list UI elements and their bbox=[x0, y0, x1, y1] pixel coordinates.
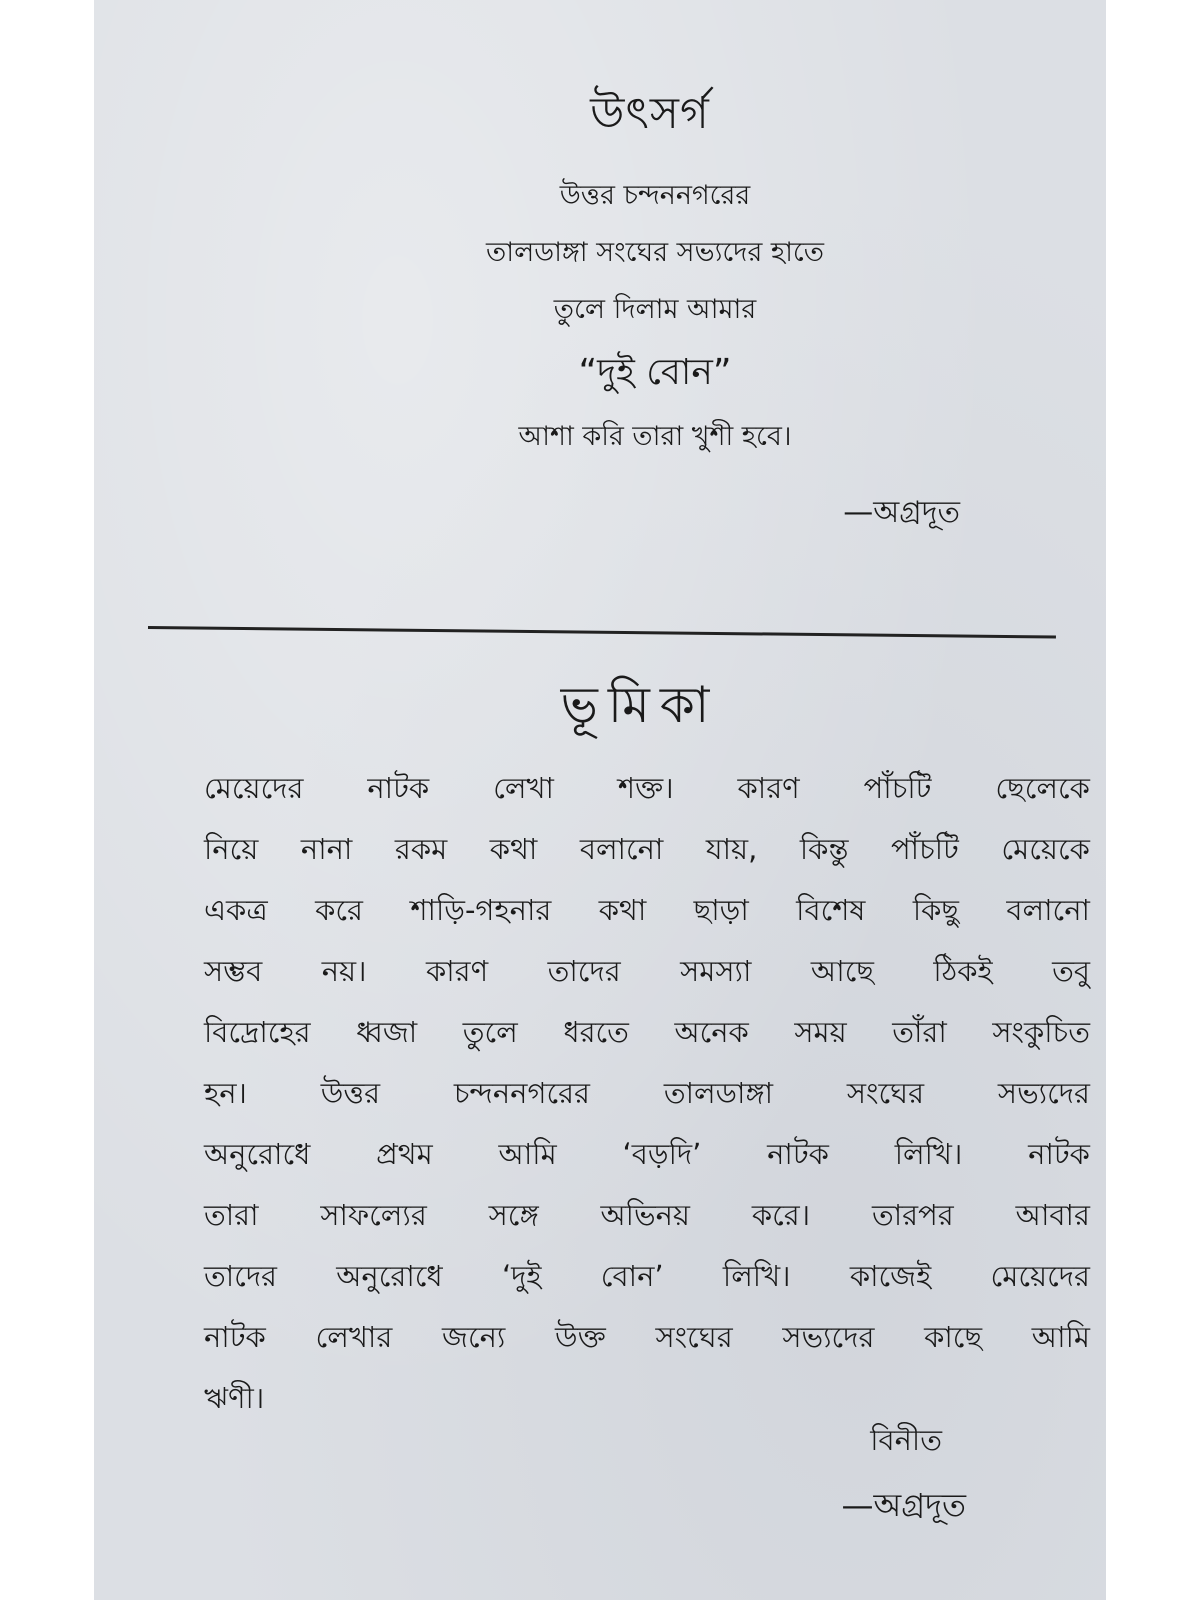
dedication-section bbox=[94, 80, 1106, 530]
preface-word: বলানো bbox=[579, 832, 664, 866]
preface-word: একত্র bbox=[204, 893, 268, 927]
preface-word: তারপর bbox=[871, 1198, 954, 1232]
dedication-signature: —অগ্রদূত bbox=[843, 495, 960, 530]
preface-word: নাটক bbox=[204, 1320, 266, 1354]
dedication-wish: আশা করি তারা খুশী হবে। bbox=[518, 421, 792, 452]
preface-word: তাদের bbox=[547, 954, 621, 988]
preface-word: চন্দননগরের bbox=[453, 1076, 591, 1110]
dedication-title: উৎসর্গ bbox=[590, 88, 710, 139]
preface-word: রকম bbox=[394, 832, 448, 866]
preface-word: তালডাঙ্গা bbox=[663, 1076, 774, 1110]
preface-word: করে। bbox=[751, 1198, 811, 1232]
preface-word: পাঁচটি bbox=[890, 832, 959, 866]
preface-word: তবু bbox=[1052, 954, 1090, 988]
preface-word: নানা bbox=[300, 832, 353, 866]
preface-word: তাদের bbox=[204, 1259, 278, 1293]
preface-line bbox=[204, 1307, 1090, 1368]
preface-word: লিখি। bbox=[894, 1137, 963, 1171]
preface-word: করে bbox=[315, 893, 363, 927]
dedication-line: তুলে দিলাম আমার bbox=[553, 294, 757, 325]
preface-word: আমি bbox=[1031, 1320, 1090, 1354]
preface-word: বলানো bbox=[1006, 893, 1090, 927]
preface-word: প্রথম bbox=[376, 1137, 433, 1171]
preface-word: মেয়েদের bbox=[204, 771, 304, 805]
preface-word: কারণ bbox=[737, 771, 800, 805]
preface-word: তাঁরা bbox=[892, 1015, 947, 1049]
preface-word: সংকুচিত bbox=[992, 1015, 1090, 1049]
preface-word: সভ্যদের bbox=[782, 1320, 875, 1354]
preface-word: লেখার bbox=[315, 1320, 393, 1354]
preface-word: জন্যে bbox=[442, 1320, 506, 1354]
preface-word: আবার bbox=[1015, 1198, 1090, 1232]
preface-word: ছাড়া bbox=[693, 893, 749, 927]
preface-word: নাটক bbox=[1028, 1137, 1090, 1171]
preface-word: ধ্বজা bbox=[356, 1015, 418, 1049]
preface-word: বিদ্রোহের bbox=[204, 1015, 311, 1049]
preface-word: নাটক bbox=[367, 771, 430, 805]
preface-word: ঠিকই bbox=[933, 954, 993, 988]
preface-body bbox=[204, 758, 1090, 1429]
preface-word: সংঘের bbox=[846, 1076, 925, 1110]
preface-word: হন। bbox=[204, 1076, 247, 1110]
preface-title: ভূমিকা bbox=[560, 676, 720, 734]
preface-word: তুলে bbox=[462, 1015, 518, 1049]
preface-signature: —অগ্রদূত bbox=[841, 1486, 966, 1524]
preface-word: অভিনয় bbox=[600, 1198, 690, 1232]
preface-word: আছে bbox=[810, 954, 874, 988]
preface-word: সময় bbox=[794, 1015, 847, 1049]
preface-word: অনুরোধে bbox=[336, 1259, 443, 1293]
preface-word: মেয়েদের bbox=[990, 1259, 1090, 1293]
preface-line bbox=[204, 1002, 1090, 1063]
preface-line bbox=[204, 1185, 1090, 1246]
preface-line bbox=[204, 1124, 1090, 1185]
preface-word: সমস্যা bbox=[680, 954, 752, 988]
preface-word: সম্ভব bbox=[204, 954, 263, 988]
preface-word: নাটক bbox=[767, 1137, 829, 1171]
preface-line bbox=[204, 941, 1090, 1002]
preface-word: ‘দুই bbox=[501, 1259, 542, 1293]
preface-word: মেয়েকে bbox=[1001, 832, 1090, 866]
preface-line bbox=[204, 880, 1090, 941]
preface-word: পাঁচটি bbox=[863, 771, 932, 805]
preface-word: ‘বড়দি’ bbox=[622, 1137, 702, 1171]
preface-word: কাজেই bbox=[849, 1259, 932, 1293]
preface-word: সঙ্গে bbox=[488, 1198, 539, 1232]
preface-word: কথা bbox=[598, 893, 647, 927]
preface-word: ঋণী। bbox=[204, 1381, 265, 1415]
preface-word: ছেলেকে bbox=[995, 771, 1090, 805]
preface-closing: বিনীত bbox=[870, 1423, 942, 1457]
preface-line bbox=[204, 758, 1090, 819]
preface-word: অনেক bbox=[674, 1015, 749, 1049]
preface-word: কারণ bbox=[425, 954, 489, 988]
preface-word: লিখি। bbox=[722, 1259, 791, 1293]
preface-line bbox=[204, 1063, 1090, 1124]
preface-word: নিয়ে bbox=[204, 832, 259, 866]
preface-word: কিন্তু bbox=[799, 832, 849, 866]
preface-word: ধরতে bbox=[563, 1015, 629, 1049]
dedication-line: তালডাঙ্গা সংঘের সভ্যদের হাতে bbox=[485, 237, 825, 268]
preface-word: শাড়ি-গহনার bbox=[410, 893, 552, 927]
preface-word: কথা bbox=[489, 832, 538, 866]
preface-line bbox=[204, 1246, 1090, 1307]
preface-word: কাছে bbox=[924, 1320, 983, 1354]
preface-word: তারা bbox=[204, 1198, 259, 1232]
book-page bbox=[94, 0, 1106, 1600]
dedication-book-title: “দুই বোন” bbox=[578, 352, 732, 393]
preface-word: আমি bbox=[498, 1137, 557, 1171]
preface-word: যায়, bbox=[705, 832, 758, 866]
preface-line bbox=[204, 1368, 1090, 1429]
dedication-line: উত্তর চন্দননগরের bbox=[559, 180, 751, 211]
preface-word: সাফল্যের bbox=[320, 1198, 427, 1232]
preface-word: শক্ত। bbox=[617, 771, 674, 805]
preface-word: বোন’ bbox=[600, 1259, 664, 1293]
preface-word: উত্তর bbox=[320, 1076, 381, 1110]
preface-word: নয়। bbox=[321, 954, 367, 988]
section-divider bbox=[148, 626, 1056, 639]
preface-word: বিশেষ bbox=[796, 893, 866, 927]
preface-word: কিছু bbox=[912, 893, 959, 927]
preface-word: অনুরোধে bbox=[204, 1137, 311, 1171]
preface-line bbox=[204, 819, 1090, 880]
preface-word: সভ্যদের bbox=[997, 1076, 1090, 1110]
preface-word: উক্ত bbox=[555, 1320, 606, 1354]
preface-word: লেখা bbox=[493, 771, 554, 805]
preface-word: সংঘের bbox=[655, 1320, 733, 1354]
